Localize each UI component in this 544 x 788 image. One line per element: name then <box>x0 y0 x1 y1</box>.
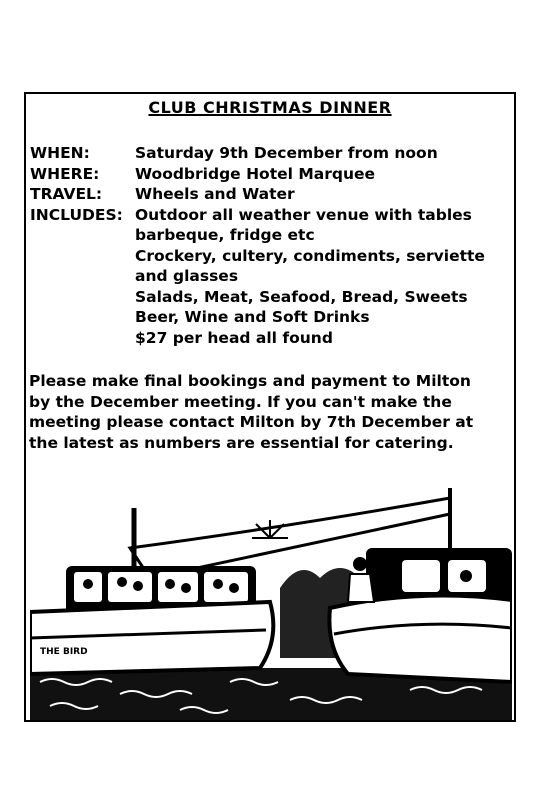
boat-name-label: THE BIRD <box>40 647 88 657</box>
detail-label: WHERE: <box>30 164 100 183</box>
detail-label: TRAVEL: <box>30 185 103 203</box>
detail-value: Salads, Meat, Seafood, Bread, Sweets <box>135 287 468 306</box>
detail-value: and glasses <box>135 267 239 285</box>
note-line: meeting please contact Milton by 7th December at <box>29 413 474 431</box>
flyer-frame <box>24 92 516 722</box>
detail-value: Outdoor all weather venue with tables <box>135 205 472 224</box>
detail-value: Crockery, cultery, condiments, serviette <box>135 246 485 265</box>
detail-value: $27 per head all found <box>135 328 333 347</box>
booking-note <box>29 371 509 453</box>
detail-label: WHEN: <box>30 144 90 162</box>
page-title: CLUB CHRISTMAS DINNER <box>148 98 392 117</box>
detail-value: barbeque, fridge etc <box>135 226 315 244</box>
note-line: the latest as numbers are essential for catering. <box>29 433 454 452</box>
note-line: Please make final bookings and payment to Milton <box>29 372 471 390</box>
detail-value: Beer, Wine and Soft Drinks <box>135 308 370 326</box>
detail-value: Saturday 9th December from noon <box>135 144 438 162</box>
detail-value: Woodbridge Hotel Marquee <box>135 164 376 183</box>
detail-value: Wheels and Water <box>135 185 295 203</box>
boats-illustration <box>30 468 512 720</box>
detail-label: INCLUDES: <box>30 205 123 224</box>
note-line: by the December meeting. If you can't make the <box>29 392 452 411</box>
